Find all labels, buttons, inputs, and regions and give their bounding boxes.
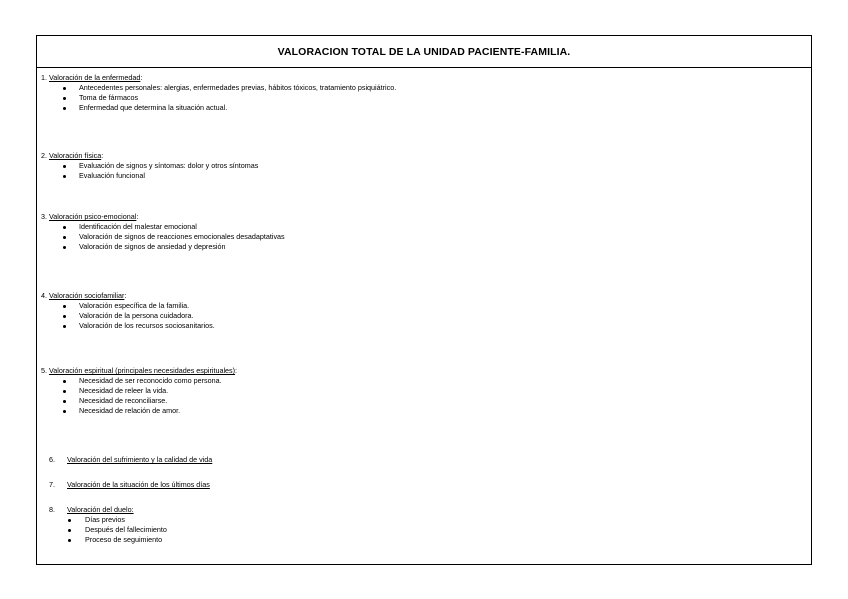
section-heading	[49, 505, 167, 515]
list-item: Antecedentes personales: alergias, enfermedades previas, hábitos tóxicos, tratamiento psiquiátrico.	[41, 83, 396, 93]
section-number: 7.	[49, 480, 55, 489]
list-item: Proceso de seguimiento	[41, 535, 167, 545]
section-heading-text: Valoración espiritual (principales necesidades espirituales)	[49, 366, 236, 375]
list-item: Evaluación funcional	[41, 171, 258, 181]
section-heading: 3. Valoración psico-emocional:	[41, 212, 139, 221]
section-2	[41, 151, 258, 181]
list-item: Identificación del malestar emocional	[41, 222, 285, 232]
section-heading-text: Valoración de la situación de los últimos días	[67, 480, 210, 489]
bullet-list	[41, 161, 258, 181]
section-5	[41, 366, 237, 416]
section-number: 6.	[49, 455, 55, 464]
bullet-list	[41, 515, 167, 545]
list-item: Necesidad de reconciliarse.	[41, 396, 237, 406]
section-heading-text: Valoración física	[49, 151, 102, 160]
list-item: Valoración de signos de ansiedad y depresión	[41, 242, 285, 252]
section-6	[49, 455, 212, 465]
section-heading: 1. Valoración de la enfermedad:	[41, 73, 143, 82]
section-heading: 2. Valoración física:	[41, 151, 104, 160]
section-heading-text: Valoración sociofamiliar	[49, 291, 125, 300]
section-heading-text: Valoración psico-emocional	[49, 212, 137, 221]
section-heading-text: Valoración de la enfermedad	[49, 73, 141, 82]
list-item: Valoración específica de la familia.	[41, 301, 215, 311]
list-item: Necesidad de relación de amor.	[41, 406, 237, 416]
section-heading: 4. Valoración sociofamiliar:	[41, 291, 127, 300]
section-number: 8.	[49, 505, 55, 514]
list-item: Evaluación de signos y síntomas: dolor y otros síntomas	[41, 161, 258, 171]
section-7	[49, 480, 210, 490]
list-item: Necesidad de releer la vida.	[41, 386, 237, 396]
document-frame	[36, 35, 812, 565]
list-item: Días previos	[41, 515, 167, 525]
bullet-list	[41, 376, 237, 416]
section-heading-text: Valoración del sufrimiento y la calidad de vida	[67, 455, 213, 464]
list-item: Valoración de signos de reacciones emocionales desadaptativas	[41, 232, 285, 242]
bullet-list	[41, 83, 396, 113]
list-item: Valoración de la persona cuidadora.	[41, 311, 215, 321]
document-title: VALORACION TOTAL DE LA UNIDAD PACIENTE-FAMILIA.	[37, 36, 811, 68]
list-item: Valoración de los recursos sociosanitarios.	[41, 321, 215, 331]
section-8	[49, 505, 167, 545]
list-item: Enfermedad que determina la situación actual.	[41, 103, 396, 113]
section-heading: 5. Valoración espiritual (principales necesidades espirituales):	[41, 366, 238, 375]
section-heading-text: Valoración del duelo:	[67, 505, 134, 514]
section-4	[41, 291, 215, 331]
bullet-list	[41, 222, 285, 252]
list-item: Toma de fármacos	[41, 93, 396, 103]
section-1	[41, 73, 396, 113]
list-item: Necesidad de ser reconocido como persona.	[41, 376, 237, 386]
section-3	[41, 212, 285, 252]
list-item: Después del fallecimiento	[41, 525, 167, 535]
bullet-list	[41, 301, 215, 331]
